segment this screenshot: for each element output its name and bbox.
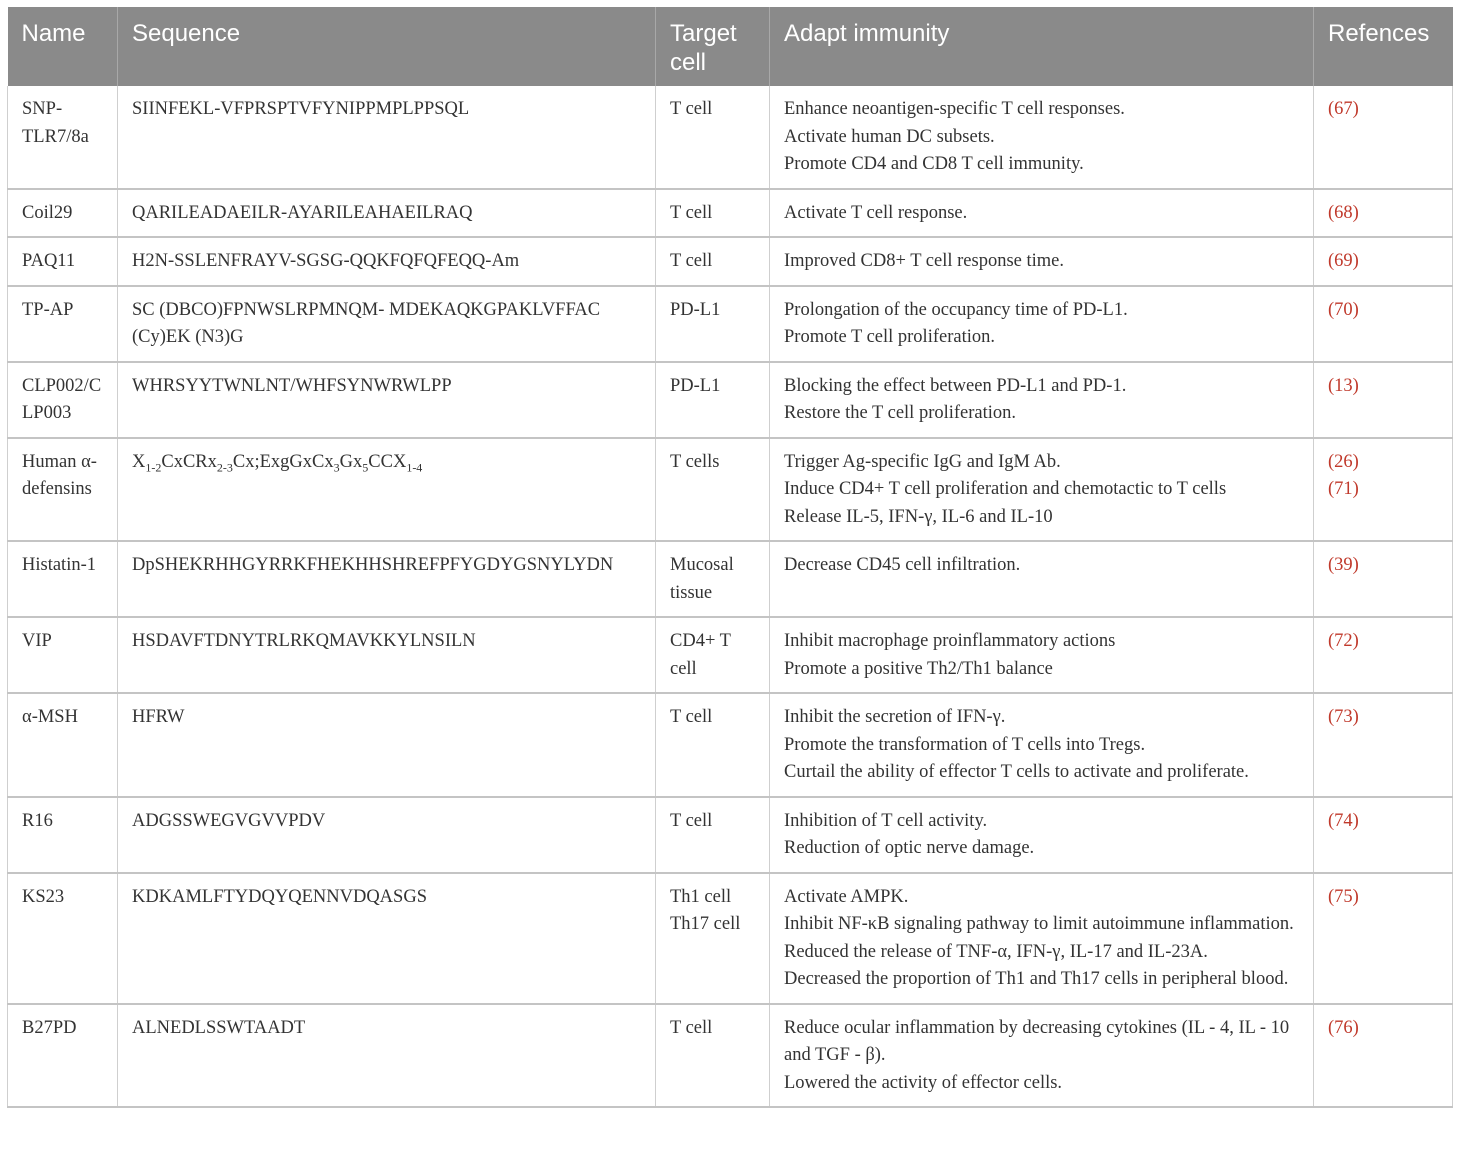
reference-link[interactable]: 26 [1334,451,1353,472]
reference-link[interactable]: 74 [1334,810,1353,831]
adapt-line: Inhibition of T cell activity. [784,810,988,831]
cell-name: CLP002/CLP003 [8,362,118,438]
adapt-line: Reduce ocular inflammation by decreasing cytokines (IL - 4, IL - 10 and TGF - β). [784,1017,1290,1065]
cell-references [1314,541,1453,617]
header-target-cell: Target cell [656,7,770,86]
reference-line: (72) [1328,631,1359,651]
cell-adapt-immunity [770,1004,1314,1108]
cell-target-cell: T cell [656,237,770,286]
cell-adapt-immunity [770,797,1314,873]
reference-link[interactable]: 39 [1334,555,1353,575]
reference-link[interactable]: 76 [1334,1017,1353,1038]
cell-sequence: WHRSYYTWNLNT/WHFSYNWRWLPP [118,362,656,438]
reference-link[interactable]: 67 [1334,99,1353,119]
cell-sequence [118,438,656,542]
cell-target-cell: Mucosal tissue [656,541,770,617]
cell-target-cell: CD4+ T cell [656,617,770,693]
table-row [8,438,1453,542]
reference-line: (69) [1328,251,1359,271]
cell-references [1314,1004,1453,1108]
table-row [8,1004,1453,1108]
adapt-line: Promote a positive Th2/Th1 balance [784,658,1053,679]
cell-references [1314,362,1453,438]
cell-sequence: QARILEADAEILR-AYARILEAHAEILRAQ [118,189,656,238]
cell-references [1314,693,1453,797]
cell-name: α-MSH [8,693,118,797]
sequence-part: Cx;ExgGxCx [232,451,334,472]
sequence-part: X [132,451,146,472]
reference-line: (76) [1328,1017,1359,1038]
cell-sequence: ADGSSWEGVGVVPDV [118,797,656,873]
cell-target-cell: T cell [656,189,770,238]
cell-adapt-immunity [770,362,1314,438]
cell-adapt-immunity [770,237,1314,286]
cell-target-cell: PD-L1 [656,286,770,362]
table-row [8,237,1453,286]
cell-sequence: ALNEDLSSWTAADT [118,1004,656,1108]
table-row [8,693,1453,797]
table-body [8,86,1453,1107]
adapt-line: Release IL-5, IFN-γ, IL-6 and IL-10 [784,506,1053,527]
header-name: Name [8,7,118,86]
cell-sequence: SC (DBCO)FPNWSLRPMNQM- MDEKAQKGPAKLVFFAC (Cy)EK (N3)G [118,286,656,362]
reference-line: (71) [1328,479,1359,499]
sequence-part: CCX [368,451,407,472]
cell-sequence: DpSHEKRHHGYRRKFHEKHHSHREFPFYGDYGSNYLYDN [118,541,656,617]
adapt-line: Promote the transformation of T cells into Tregs. [784,734,1146,755]
cell-references [1314,286,1453,362]
reference-link[interactable]: 75 [1334,886,1353,907]
reference-line: (68) [1328,202,1359,223]
cell-adapt-immunity [770,617,1314,693]
adapt-line: Inhibit the secretion of IFN-γ. [784,707,1006,727]
cell-references [1314,797,1453,873]
adapt-line: Reduction of optic nerve damage. [784,838,1035,858]
adapt-line: Trigger Ag-specific IgG and IgM Ab. [784,451,1061,472]
reference-link[interactable]: 71 [1334,479,1353,499]
peptide-table-container [7,7,1452,1108]
reference-link[interactable]: 68 [1334,202,1353,223]
adapt-line: Lowered the activity of effector cells. [784,1072,1063,1093]
reference-line: (13) [1328,375,1359,396]
table-row [8,617,1453,693]
adapt-line: Promote CD4 and CD8 T cell immunity. [784,154,1084,174]
cell-references [1314,189,1453,238]
adapt-line: Enhance neoantigen-specific T cell responses. [784,99,1125,119]
adapt-line: Improved CD8+ T cell response time. [784,251,1065,271]
table-row [8,873,1453,1004]
cell-references [1314,873,1453,1004]
sequence-subscript: 5 [362,460,369,475]
adapt-line: Decreased the proportion of Th1 and Th17 cells in peripheral blood. [784,969,1289,989]
reference-link[interactable]: 73 [1334,707,1353,727]
cell-target-cell: T cell [656,86,770,189]
reference-line: (75) [1328,886,1359,907]
reference-link[interactable]: 70 [1334,299,1353,320]
sequence-subscript: 1-2 [145,460,162,475]
reference-link[interactable]: 72 [1334,631,1353,651]
cell-target-cell: T cells [656,438,770,542]
adapt-line: Curtail the ability of effector T cells to activate and proliferate. [784,762,1249,782]
cell-name: VIP [8,617,118,693]
header-adapt-immunity: Adapt immunity [770,7,1314,86]
cell-name: PAQ11 [8,237,118,286]
cell-name: B27PD [8,1004,118,1108]
adapt-line: Activate T cell response. [784,202,968,223]
cell-target-cell: T cell [656,693,770,797]
cell-sequence: HSDAVFTDNYTRLRKQMAVKKYLNSILN [118,617,656,693]
cell-adapt-immunity [770,438,1314,542]
adapt-line: Induce CD4+ T cell proliferation and chemotactic to T cells [784,479,1227,499]
adapt-line: Promote T cell proliferation. [784,327,995,347]
sequence-part: CxCRx [161,451,217,472]
table-row [8,189,1453,238]
adapt-line: Restore the T cell proliferation. [784,403,1017,423]
cell-name: Human α-defensins [8,438,118,542]
header-sequence: Sequence [118,7,656,86]
cell-target-cell [656,873,770,1004]
cell-references [1314,438,1453,542]
cell-name: KS23 [8,873,118,1004]
cell-target-cell: T cell [656,1004,770,1108]
reference-link[interactable]: 69 [1334,251,1353,271]
table-row [8,797,1453,873]
table-row [8,286,1453,362]
reference-link[interactable]: 13 [1334,375,1353,396]
cell-adapt-immunity [770,189,1314,238]
sequence-subscript: 3 [333,460,340,475]
cell-adapt-immunity [770,693,1314,797]
cell-name: SNP-TLR7/8a [8,86,118,189]
cell-sequence: SIINFEKL-VFPRSPTVFYNIPPMPLPPSQL [118,86,656,189]
sequence-part: Gx [339,451,363,472]
cell-sequence: HFRW [118,693,656,797]
reference-line: (39) [1328,555,1359,575]
cell-name: R16 [8,797,118,873]
reference-line: (74) [1328,810,1359,831]
cell-references [1314,617,1453,693]
cell-sequence: KDKAMLFTYDQYQENNVDQASGS [118,873,656,1004]
cell-target-cell: T cell [656,797,770,873]
table-row [8,86,1453,189]
header-references: Refences [1314,7,1453,86]
cell-references [1314,86,1453,189]
table-row [8,362,1453,438]
cell-name: Coil29 [8,189,118,238]
adapt-line: Blocking the effect between PD-L1 and PD-1. [784,375,1127,396]
table-row [8,541,1453,617]
cell-sequence: H2N-SSLENFRAYV-SGSG-QQKFQFQFEQQ-Am [118,237,656,286]
cell-target-cell: PD-L1 [656,362,770,438]
adapt-line: Inhibit macrophage proinflammatory actions [784,631,1116,651]
adapt-line: Activate AMPK. [784,886,909,907]
cell-name: Histatin-1 [8,541,118,617]
target-line: Th1 cell [670,886,732,907]
adapt-line: Prolongation of the occupancy time of PD-L1. [784,299,1128,320]
cell-adapt-immunity [770,286,1314,362]
header-row [8,7,1453,86]
sequence-subscript: 1-4 [406,460,423,475]
cell-adapt-immunity [770,541,1314,617]
adapt-line: Decrease CD45 cell infiltration. [784,555,1021,575]
target-line: Th17 cell [670,914,741,934]
cell-name: TP-AP [8,286,118,362]
cell-adapt-immunity [770,873,1314,1004]
peptide-table [7,7,1453,1108]
adapt-line: Reduced the release of TNF-α, IFN-γ, IL-17 and IL-23A. [784,941,1208,962]
table-header [8,7,1453,86]
reference-line: (73) [1328,707,1359,727]
reference-line: (26) [1328,451,1359,472]
adapt-line: Activate human DC subsets. [784,126,995,147]
cell-adapt-immunity [770,86,1314,189]
reference-line: (70) [1328,299,1359,320]
adapt-line: Inhibit NF-κB signaling pathway to limit autoimmune inflammation. [784,914,1294,934]
sequence-subscript: 2-3 [216,460,233,475]
cell-references [1314,237,1453,286]
reference-line: (67) [1328,99,1359,119]
